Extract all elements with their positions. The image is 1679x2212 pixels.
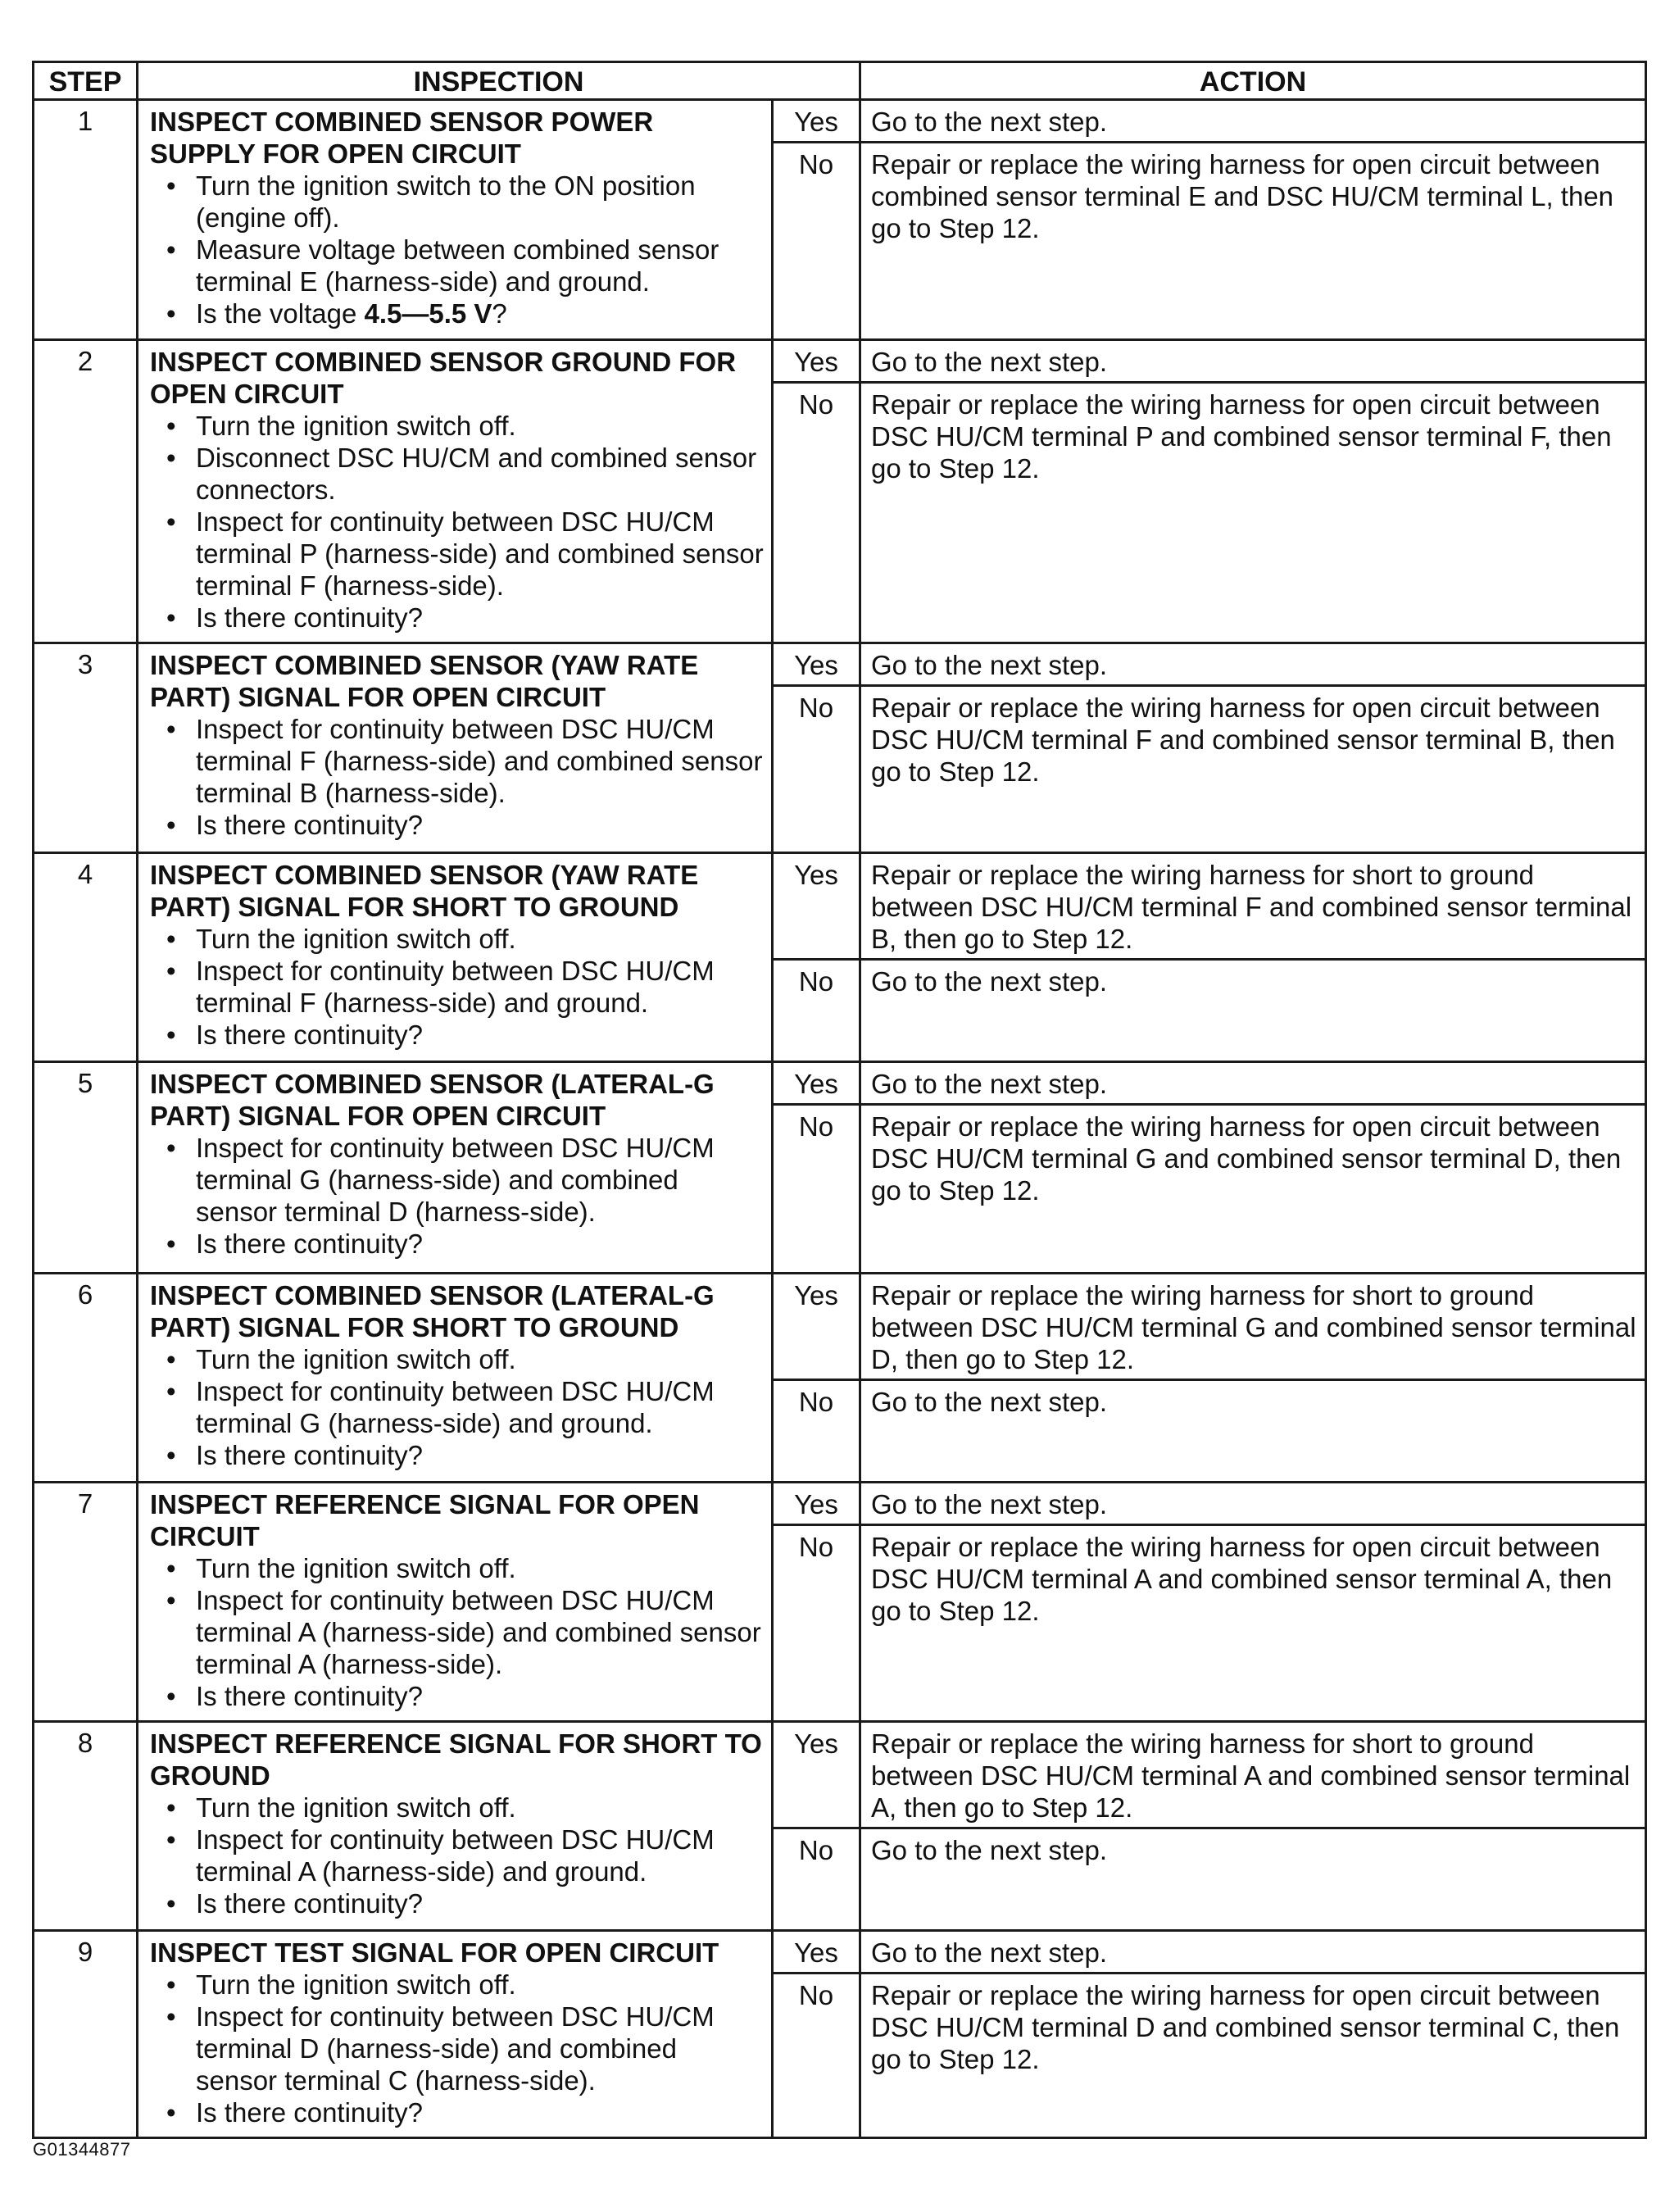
header-action: ACTION: [860, 62, 1646, 100]
answer-yes: Yes: [773, 1274, 860, 1380]
action-text: Repair or replace the wiring harness for open circuit between DSC HU/CM terminal F and combined sensor terminal B, then go to Step 12.: [860, 686, 1646, 853]
procedure-item: • Inspect for continuity between DSC HU/CM terminal P (harness-side) and combined sensor terminal F (harness-side).: [150, 506, 765, 602]
inspection-title: INSPECT COMBINED SENSOR (LATERAL-G PART) SIGNAL FOR SHORT TO GROUND: [150, 1280, 715, 1342]
action-text: Repair or replace the wiring harness for short to ground between DSC HU/CM terminal G and combined sensor terminal D, then go to Step 12.: [860, 1274, 1646, 1380]
table-row: [34, 1722, 1646, 1828]
voltage-range-emphasis: 4.5—5.5 V: [364, 298, 492, 329]
answer-no: No: [773, 1105, 860, 1274]
action-text: Repair or replace the wiring harness for short to ground between DSC HU/CM terminal F and combined sensor terminal B, then go to Step 12.: [860, 853, 1646, 960]
answer-yes: Yes: [773, 853, 860, 960]
action-text: Go to the next step.: [860, 1062, 1646, 1105]
inspection-cell: [138, 340, 773, 643]
inspection-cell: [138, 100, 773, 340]
procedure-item: • Turn the ignition switch off.: [150, 923, 765, 955]
inspection-procedure-list: [150, 1792, 765, 1919]
step-number: 3: [34, 643, 138, 853]
procedure-item: • Is there continuity?: [150, 1887, 765, 1919]
answer-no: No: [773, 1828, 860, 1931]
table-body: [34, 100, 1646, 2138]
inspection-cell: [138, 1274, 773, 1483]
step-number: 4: [34, 853, 138, 1062]
step-number: 6: [34, 1274, 138, 1483]
answer-no: No: [773, 960, 860, 1062]
inspection-cell: [138, 1062, 773, 1274]
procedure-item: • Inspect for continuity between DSC HU/CM terminal D (harness-side) and combined sensor terminal C (harness-side).: [150, 2001, 765, 2096]
inspection-cell: [138, 1483, 773, 1722]
action-text: Go to the next step.: [860, 643, 1646, 686]
table-row: [34, 853, 1646, 960]
table-row: [34, 100, 1646, 143]
procedure-item: • Is there continuity?: [150, 809, 765, 841]
answer-no: No: [773, 686, 860, 853]
procedure-item: • Is there continuity?: [150, 1019, 765, 1051]
answer-yes: Yes: [773, 1931, 860, 1974]
answer-no: No: [773, 143, 860, 340]
procedure-item: • Is there continuity?: [150, 1439, 765, 1471]
procedure-item: • Turn the ignition switch off.: [150, 1969, 765, 2001]
header-row: [34, 62, 1646, 100]
inspection-procedure-list: [150, 1969, 765, 2128]
table-row: [34, 340, 1646, 383]
procedure-item: • Inspect for continuity between DSC HU/CM terminal G (harness-side) and ground.: [150, 1375, 765, 1439]
inspection-title: INSPECT COMBINED SENSOR (LATERAL-G PART) SIGNAL FOR OPEN CIRCUIT: [150, 1069, 715, 1131]
action-text: Repair or replace the wiring harness for open circuit between DSC HU/CM terminal A and combined sensor terminal A, then go to Step 12.: [860, 1525, 1646, 1722]
procedure-item: • Turn the ignition switch off.: [150, 1792, 765, 1824]
action-text: Repair or replace the wiring harness for open circuit between combined sensor terminal E and DSC HU/CM terminal L, then go to Step 12.: [860, 143, 1646, 340]
procedure-item: • Inspect for continuity between DSC HU/CM terminal A (harness-side) and ground.: [150, 1824, 765, 1887]
inspection-table: [32, 61, 1647, 2139]
action-text: Go to the next step.: [860, 340, 1646, 383]
inspection-procedure-list: [150, 713, 765, 841]
inspection-title: INSPECT COMBINED SENSOR POWER SUPPLY FOR OPEN CIRCUIT: [150, 107, 654, 169]
answer-no: No: [773, 1974, 860, 2138]
inspection-cell: [138, 643, 773, 853]
procedure-item: • Is there continuity?: [150, 1228, 765, 1260]
answer-yes: Yes: [773, 1483, 860, 1525]
procedure-item: • Turn the ignition switch off.: [150, 1552, 765, 1584]
inspection-procedure-list: [150, 923, 765, 1051]
action-text: Go to the next step.: [860, 960, 1646, 1062]
inspection-title: INSPECT COMBINED SENSOR (YAW RATE PART) SIGNAL FOR SHORT TO GROUND: [150, 860, 699, 922]
procedure-item: • Is there continuity?: [150, 2096, 765, 2128]
inspection-cell: [138, 1722, 773, 1931]
procedure-item: • Is there continuity?: [150, 602, 765, 634]
action-text: Repair or replace the wiring harness for open circuit between DSC HU/CM terminal G and combined sensor terminal D, then go to Step 12.: [860, 1105, 1646, 1274]
inspection-title: INSPECT TEST SIGNAL FOR OPEN CIRCUIT: [150, 1937, 719, 1968]
action-text: Go to the next step.: [860, 100, 1646, 143]
procedure-item: • Is there continuity?: [150, 1680, 765, 1712]
procedure-item: • Inspect for continuity between DSC HU/CM terminal F (harness-side) and ground.: [150, 955, 765, 1019]
action-text: Go to the next step.: [860, 1483, 1646, 1525]
step-number: 8: [34, 1722, 138, 1931]
procedure-item: • Is the voltage 4.5—5.5 V?: [150, 298, 765, 329]
action-text: Repair or replace the wiring harness for short to ground between DSC HU/CM terminal A and combined sensor terminal A, then go to Step 12.: [860, 1722, 1646, 1828]
step-number: 2: [34, 340, 138, 643]
image-id-label: G01344877: [33, 2139, 131, 2160]
procedure-item: • Turn the ignition switch off.: [150, 410, 765, 442]
inspection-procedure-list: [150, 1132, 765, 1260]
step-number: 9: [34, 1931, 138, 2138]
inspection-procedure-list: [150, 1343, 765, 1471]
action-text: Repair or replace the wiring harness for open circuit between DSC HU/CM terminal P and combined sensor terminal F, then go to Step 12.: [860, 383, 1646, 643]
step-number: 5: [34, 1062, 138, 1274]
action-text: Repair or replace the wiring harness for open circuit between DSC HU/CM terminal D and combined sensor terminal C, then go to Step 12.: [860, 1974, 1646, 2138]
inspection-title: INSPECT REFERENCE SIGNAL FOR OPEN CIRCUIT: [150, 1489, 700, 1551]
procedure-item: • Disconnect DSC HU/CM and combined sensor connectors.: [150, 442, 765, 506]
procedure-item: • Inspect for continuity between DSC HU/CM terminal G (harness-side) and combined sensor terminal D (harness-side).: [150, 1132, 765, 1228]
answer-no: No: [773, 1380, 860, 1483]
procedure-item: • Inspect for continuity between DSC HU/CM terminal A (harness-side) and combined sensor terminal A (harness-side).: [150, 1584, 765, 1680]
inspection-cell: [138, 853, 773, 1062]
action-text: Go to the next step.: [860, 1380, 1646, 1483]
answer-yes: Yes: [773, 1722, 860, 1828]
table-row: [34, 1931, 1646, 1974]
inspection-procedure-list: [150, 170, 765, 329]
action-text: Go to the next step.: [860, 1828, 1646, 1931]
header-step: STEP: [34, 62, 138, 100]
answer-yes: Yes: [773, 1062, 860, 1105]
inspection-title: INSPECT COMBINED SENSOR GROUND FOR OPEN CIRCUIT: [150, 347, 737, 409]
inspection-procedure-list: [150, 1552, 765, 1712]
procedure-item: • Turn the ignition switch to the ON position (engine off).: [150, 170, 765, 234]
header-inspection: INSPECTION: [138, 62, 860, 100]
answer-yes: Yes: [773, 340, 860, 383]
answer-yes: Yes: [773, 100, 860, 143]
table-row: [34, 643, 1646, 686]
action-text: Go to the next step.: [860, 1931, 1646, 1974]
answer-no: No: [773, 383, 860, 643]
inspection-title: INSPECT REFERENCE SIGNAL FOR SHORT TO GROUND: [150, 1728, 762, 1791]
procedure-item: • Inspect for continuity between DSC HU/CM terminal F (harness-side) and combined sensor terminal B (harness-side).: [150, 713, 765, 809]
inspection-title: INSPECT COMBINED SENSOR (YAW RATE PART) SIGNAL FOR OPEN CIRCUIT: [150, 650, 699, 712]
inspection-procedure-list: [150, 410, 765, 634]
answer-no: No: [773, 1525, 860, 1722]
table-row: [34, 1483, 1646, 1525]
procedure-item: • Measure voltage between combined sensor terminal E (harness-side) and ground.: [150, 234, 765, 298]
table-row: [34, 1062, 1646, 1105]
table-row: [34, 1274, 1646, 1380]
answer-yes: Yes: [773, 643, 860, 686]
step-number: 7: [34, 1483, 138, 1722]
step-number: 1: [34, 100, 138, 340]
inspection-cell: [138, 1931, 773, 2138]
procedure-item: • Turn the ignition switch off.: [150, 1343, 765, 1375]
